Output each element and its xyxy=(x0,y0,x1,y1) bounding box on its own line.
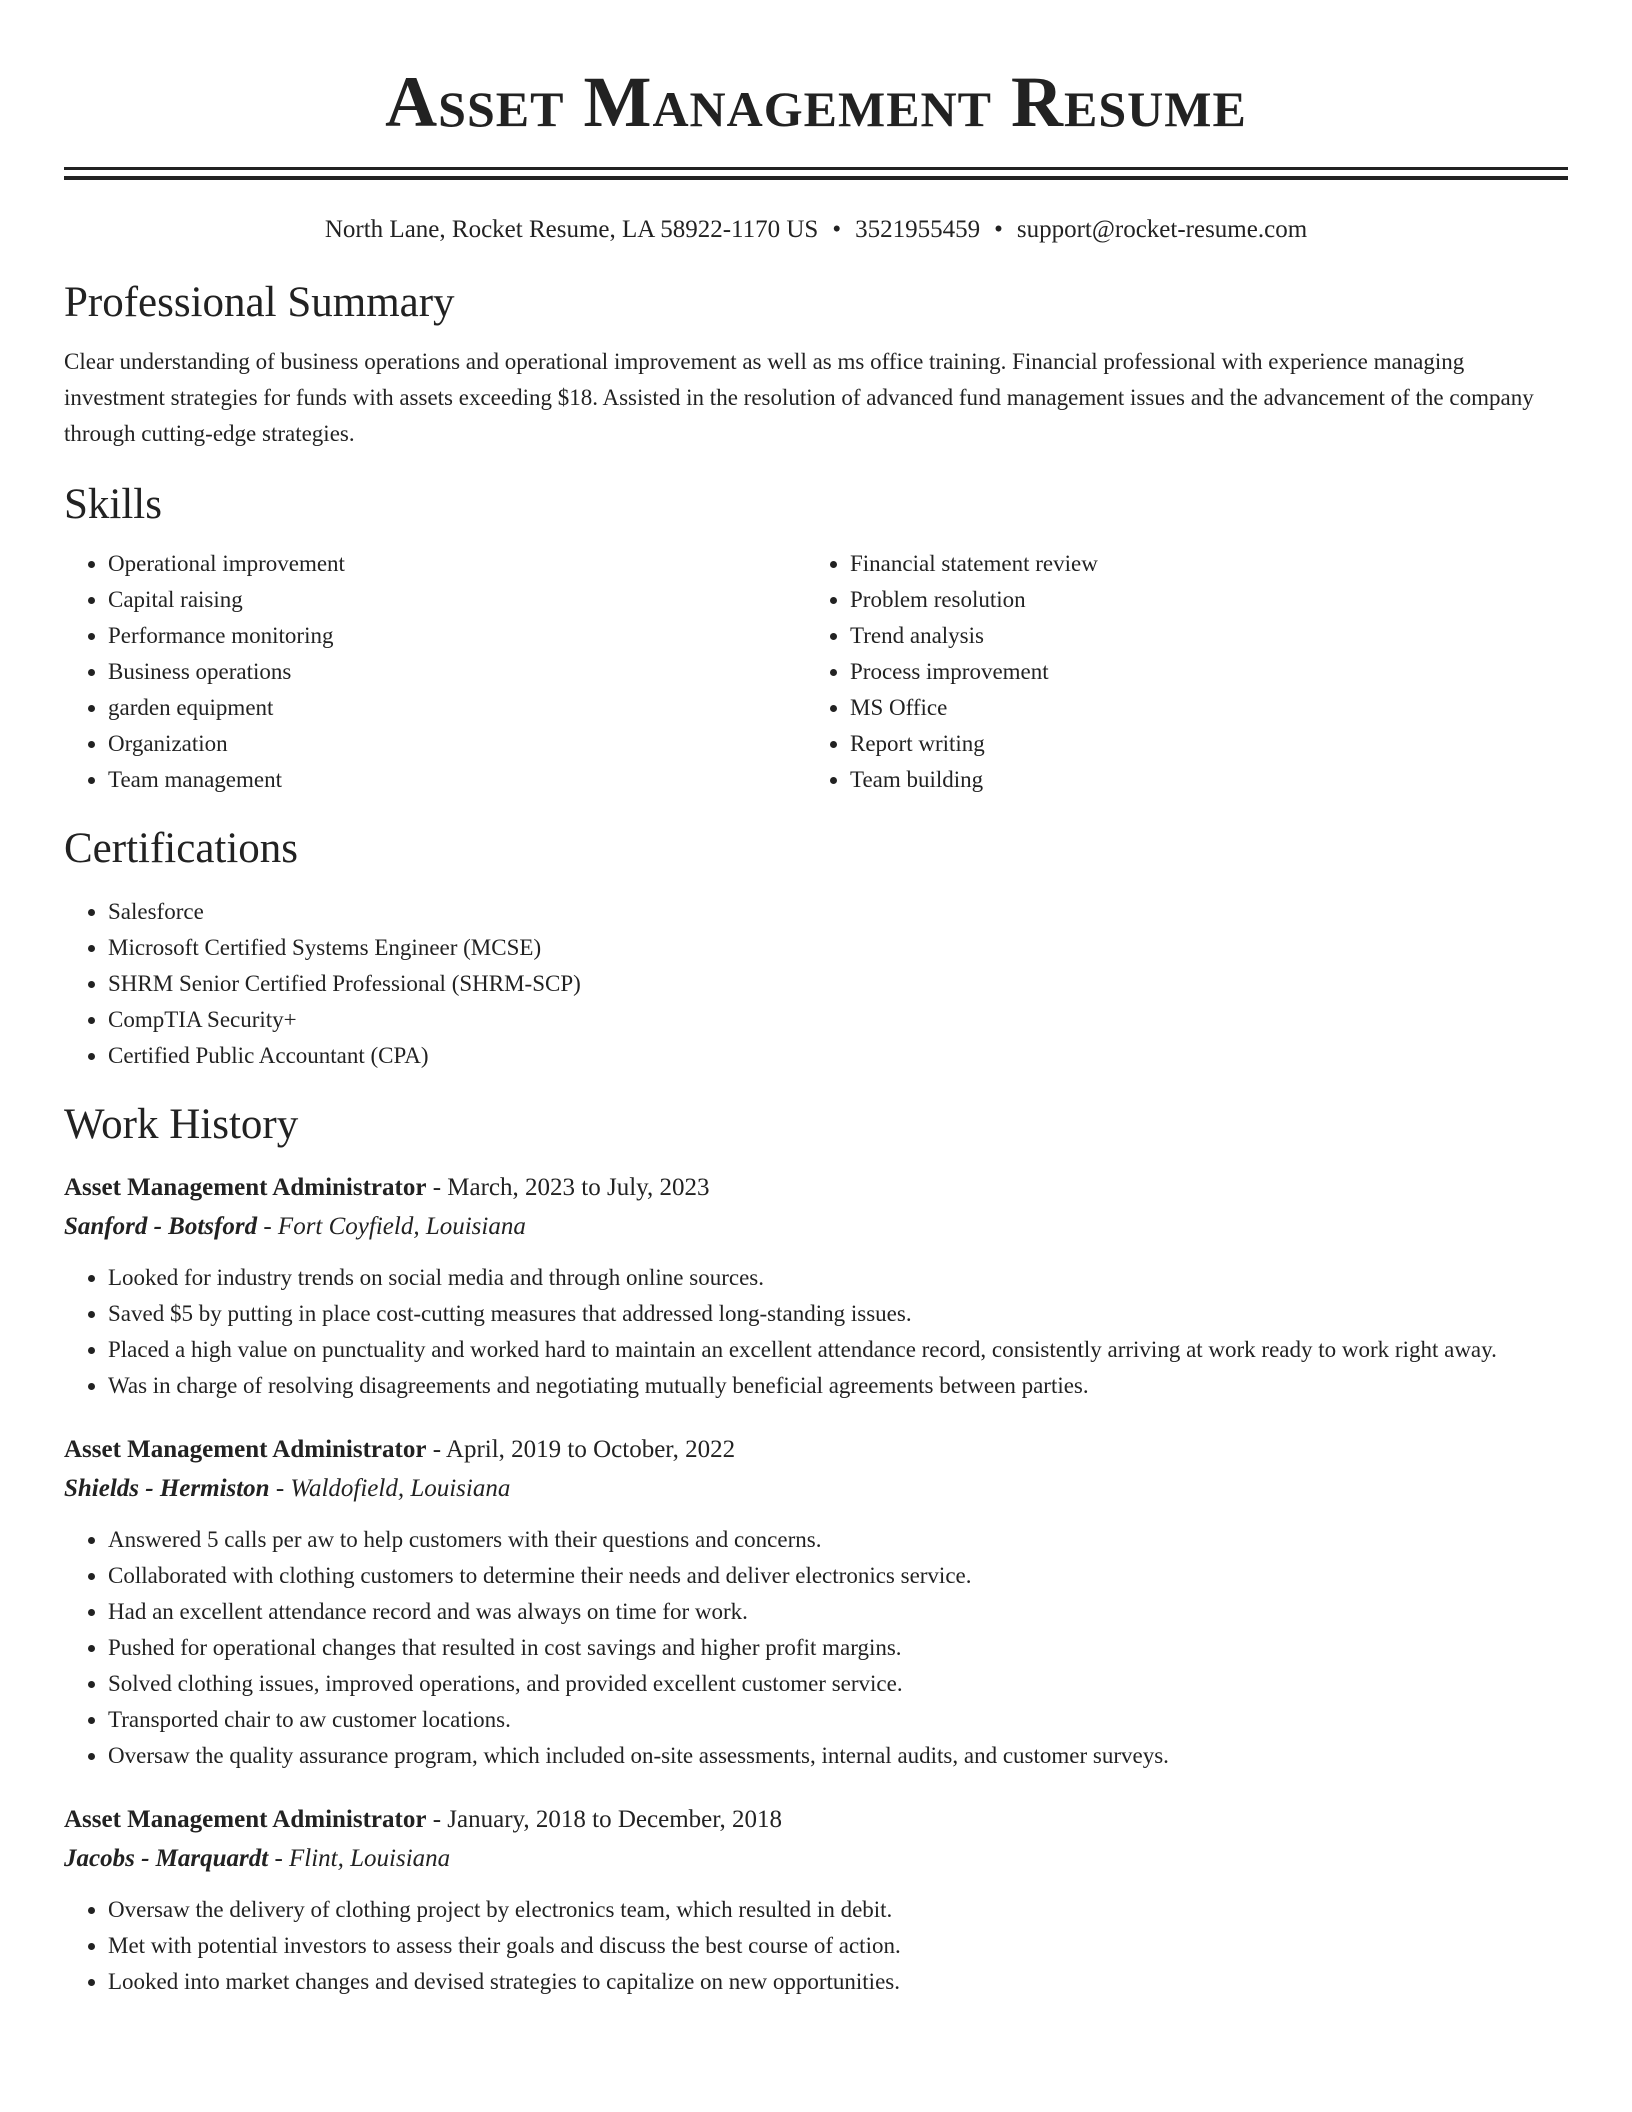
skill-item: • Organization xyxy=(108,726,806,762)
title-divider xyxy=(64,167,1568,170)
job-bullet: • Was in charge of resolving disagreements and negotiating mutually beneficial agreements between parties. xyxy=(108,1368,1568,1404)
certification-item: • Salesforce xyxy=(108,894,1568,930)
job-bullet: • Solved clothing issues, improved operations, and provided excellent customer service. xyxy=(108,1666,1568,1702)
skill-item: • Team building xyxy=(850,762,1548,798)
work-history-heading: Work History xyxy=(64,1101,299,1148)
job-role: Asset Management Administrator xyxy=(64,1174,427,1201)
skill-item: • Capital raising xyxy=(108,582,806,618)
job-entry xyxy=(64,1430,1568,1774)
contact-phone: 3521955459 xyxy=(855,216,981,243)
job-bullets xyxy=(64,1260,1568,1404)
job-title-line xyxy=(64,1168,1568,1208)
skill-item: • Team management xyxy=(108,762,806,798)
contact-line xyxy=(64,214,1568,246)
certification-item: • Microsoft Certified Systems Engineer (MCSE) xyxy=(108,930,1568,966)
certification-item: • SHRM Senior Certified Professional (SHRM-SCP) xyxy=(108,966,1568,1002)
job-role: Asset Management Administrator xyxy=(64,1806,427,1833)
certification-item: • CompTIA Security+ xyxy=(108,1002,1568,1038)
skills-list-right xyxy=(806,546,1548,798)
certifications-list xyxy=(64,894,1568,1074)
skill-item: • Operational improvement xyxy=(108,546,806,582)
job-bullet: • Transported chair to aw customer locations. xyxy=(108,1702,1568,1738)
job-location: - Waldofield, Louisiana xyxy=(269,1475,511,1502)
job-bullet: • Met with potential investors to assess their goals and discuss the best course of action. xyxy=(108,1928,1568,1964)
skill-item: • Problem resolution xyxy=(850,582,1548,618)
summary-heading: Professional Summary xyxy=(64,279,455,326)
resume-page xyxy=(64,0,1568,2000)
job-dates: - March, 2023 to July, 2023 xyxy=(426,1174,710,1201)
contact-address: North Lane, Rocket Resume, LA 58922-1170 US xyxy=(324,216,819,243)
contact-separator: • xyxy=(832,216,842,243)
job-role: Asset Management Administrator xyxy=(64,1436,427,1463)
skill-item: • Report writing xyxy=(850,726,1548,762)
skill-item: • Performance monitoring xyxy=(108,618,806,654)
certification-item: • Certified Public Accountant (CPA) xyxy=(108,1038,1568,1074)
job-dates: - January, 2018 to December, 2018 xyxy=(426,1806,783,1833)
skills-column-left xyxy=(64,546,806,798)
job-bullets xyxy=(64,1522,1568,1774)
skill-item: • Trend analysis xyxy=(850,618,1548,654)
job-bullet: • Looked for industry trends on social media and through online sources. xyxy=(108,1260,1568,1296)
job-bullet: • Pushed for operational changes that resulted in cost savings and higher profit margins. xyxy=(108,1630,1568,1666)
job-company: Sanford - Botsford xyxy=(64,1213,258,1240)
job-bullet: • Looked into market changes and devised strategies to capitalize on new opportunities. xyxy=(108,1964,1568,2000)
job-bullet: • Oversaw the quality assurance program, which included on-site assessments, internal audits, and customer surveys. xyxy=(108,1738,1568,1774)
page-title: Asset Management Resume xyxy=(385,62,1247,142)
job-location: - Flint, Louisiana xyxy=(268,1845,451,1872)
job-title-line xyxy=(64,1800,1568,1840)
job-location: - Fort Coyfield, Louisiana xyxy=(257,1213,526,1240)
certifications-heading: Certifications xyxy=(64,825,299,872)
job-dates: - April, 2019 to October, 2022 xyxy=(426,1436,736,1463)
skill-item: • garden equipment xyxy=(108,690,806,726)
job-bullet: • Oversaw the delivery of clothing project by electronics team, which resulted in debit. xyxy=(108,1892,1568,1928)
skill-item: • Business operations xyxy=(108,654,806,690)
skills-columns xyxy=(64,546,1568,798)
job-company-line xyxy=(64,1840,1568,1878)
job-company-line xyxy=(64,1208,1568,1246)
job-bullets xyxy=(64,1892,1568,2000)
job-bullet: • Had an excellent attendance record and was always on time for work. xyxy=(108,1594,1568,1630)
skill-item: • MS Office xyxy=(850,690,1548,726)
job-company-line xyxy=(64,1470,1568,1508)
skills-list-left xyxy=(64,546,806,798)
contact-separator: • xyxy=(994,216,1003,243)
skill-item: • Financial statement review xyxy=(850,546,1548,582)
contact-email: support@rocket-resume.com xyxy=(1016,216,1308,243)
job-title-line xyxy=(64,1430,1568,1470)
job-company: Jacobs - Marquardt xyxy=(64,1845,269,1872)
title-divider-thick xyxy=(64,176,1568,180)
job-bullet: • Placed a high value on punctuality and worked hard to maintain an excellent attendance record, consistently arriving at work ready to work right away. xyxy=(108,1332,1568,1368)
summary-text: Clear understanding of business operations and operational improvement as well as ms office training. Financial professional with experience managing investment strategies for funds with assets exceeding $18. Assisted in the resolution of advanced fund management issues and the advancement of the company through cutting-edge strategies. xyxy=(64,349,1534,446)
job-entry xyxy=(64,1800,1568,2000)
skills-column-right xyxy=(806,546,1548,798)
job-entry xyxy=(64,1168,1568,1404)
job-bullet: • Saved $5 by putting in place cost-cutting measures that addressed long-standing issues. xyxy=(108,1296,1568,1332)
skills-heading: Skills xyxy=(64,481,162,528)
job-bullet: • Answered 5 calls per aw to help customers with their questions and concerns. xyxy=(108,1522,1568,1558)
job-bullet: • Collaborated with clothing customers to determine their needs and deliver electronics service. xyxy=(108,1558,1568,1594)
job-company: Shields - Hermiston xyxy=(64,1475,270,1502)
skill-item: • Process improvement xyxy=(850,654,1548,690)
